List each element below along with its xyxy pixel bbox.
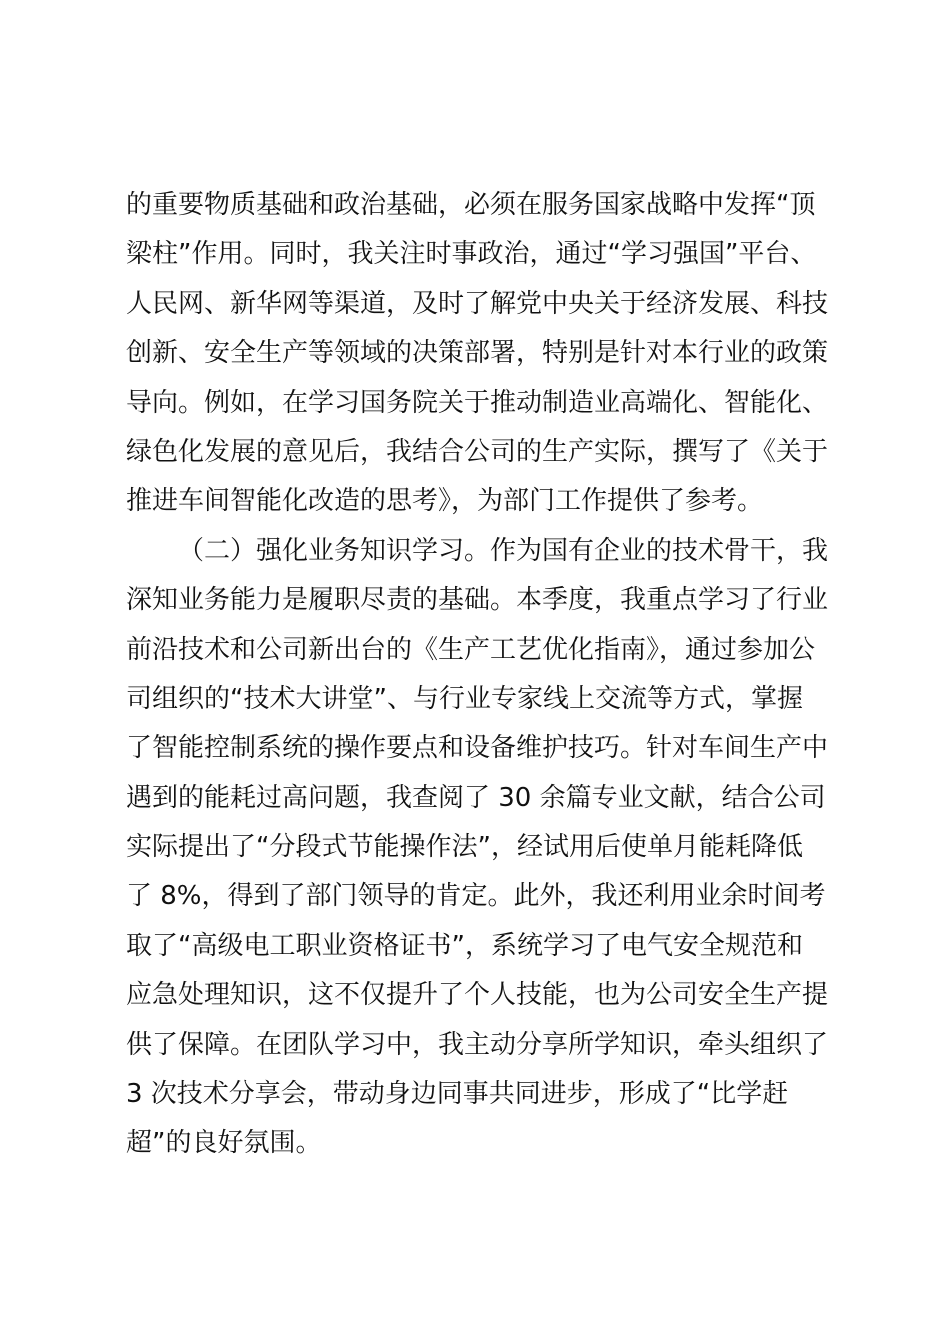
text-line: 了智能控制系统的操作要点和设备维护技巧。针对车间生产中 [126,733,829,764]
section-heading-line: （二）强化业务知识学习。作为国有企业的技术骨干，我 [178,535,829,566]
text-line: 导向。例如，在学习国务院关于推动制造业高端化、智能化、 [126,387,829,418]
document-body [126,181,838,1169]
text-line: 梁柱”作用。同时，我关注时事政治，通过“学习强国”平台、 [126,239,817,270]
text-line: 遇到的能耗过高问题，我查阅了 30 余篇专业文献，结合公司 [126,782,826,813]
text-line: 应急处理知识，这不仅提升了个人技能，也为公司安全生产提 [126,980,829,1011]
text-line: 前沿技术和公司新出台的《生产工艺优化指南》，通过参加公 [126,634,816,665]
paragraph-2 [126,527,838,1169]
paragraph-1 [126,181,838,527]
text-line: 深知业务能力是履职尽责的基础。本季度，我重点学习了行业 [126,585,829,616]
text-line: 供了保障。在团队学习中，我主动分享所学知识，牵头组织了 [126,1029,829,1060]
text-line: 的重要物质基础和政治基础，必须在服务国家战略中发挥“顶 [126,190,816,220]
text-line: 司组织的“技术大讲堂”、与行业专家线上交流等方式，掌握 [126,683,803,714]
text-line: 取了“高级电工职业资格证书”，系统学习了电气安全规范和 [126,930,803,961]
text-line: 人民网、新华网等渠道，及时了解党中央关于经济发展、科技 [126,288,829,319]
text-line: 了 8%，得到了部门领导的肯定。此外，我还利用业余时间考 [126,881,826,912]
text-line: 绿色化发展的意见后，我结合公司的生产实际，撰写了《关于 [126,436,829,467]
text-line: 3 次技术分享会，带动身边同事共同进步，形成了“比学赶 [126,1079,789,1110]
text-line: 实际提出了“分段式节能操作法”，经试用后使单月能耗降低 [126,832,803,863]
text-line: 超”的良好氛围。 [126,1128,322,1159]
text-line: 推进车间智能化改造的思考》，为部门工作提供了参考。 [126,486,764,517]
text-line: 创新、安全生产等领域的决策部署，特别是针对本行业的政策 [126,338,829,369]
